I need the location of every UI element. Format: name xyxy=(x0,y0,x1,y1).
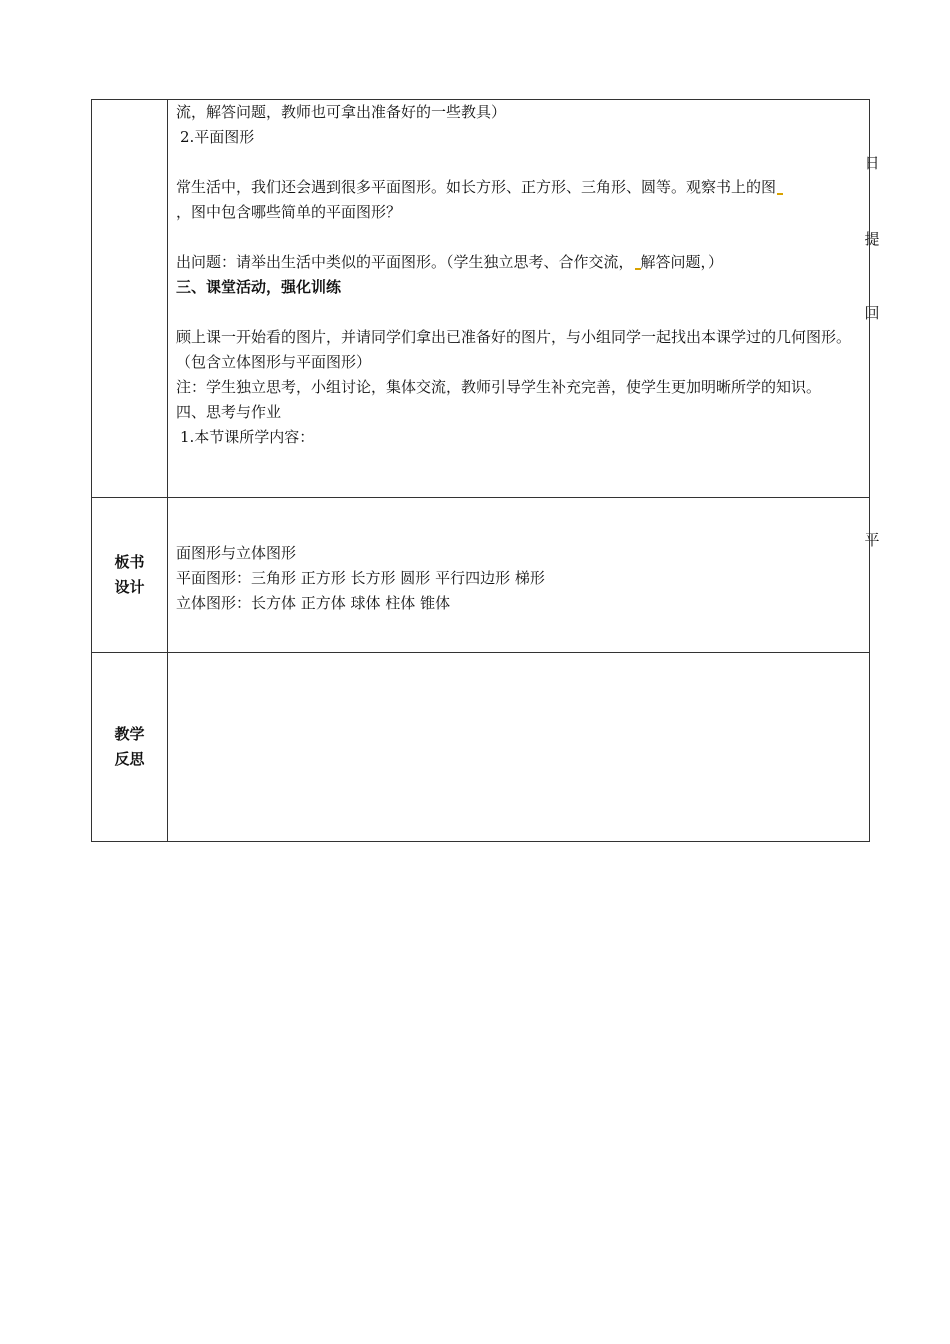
heading-class-activity: 三、课堂活动，强化训练 xyxy=(176,278,342,296)
ask-text-part1: 出问题：请举出生活中类似的平面图形。（学生独立思考、合作交流， xyxy=(176,253,634,271)
homework-item-1: 1.本节课所学内容： xyxy=(180,428,315,446)
process-line-ask xyxy=(176,250,861,275)
process-line-observe xyxy=(176,175,861,200)
observe-text: 常生活中，我们还会遇到很多平面图形。如长方形、正方形、三角形、圆等。观察书上的图 xyxy=(176,178,777,196)
margin-char-hui: 回 xyxy=(864,304,880,322)
board-design-content xyxy=(168,498,870,653)
process-row xyxy=(92,100,870,498)
process-line-review: 顾上课一开始看的图片，并请同学们拿出已准备好的图片，与小组同学一起找出本课学过的几何图形。（包含立体图形与平面图形） xyxy=(176,328,852,371)
board-line-solid: 立体图形：长方体 正方体 球体 柱体 锥体 xyxy=(176,593,451,612)
process-line-question: ，图中包含哪些简单的平面图形？ xyxy=(176,203,402,221)
margin-char-ping: 平 xyxy=(864,531,880,549)
margin-char-ri: 日 xyxy=(864,154,880,172)
reflection-label-line1: 教学 xyxy=(114,725,145,743)
subsection-plane-figures: 2.平面图形 xyxy=(180,128,255,146)
board-line-title: 面图形与立体图形 xyxy=(176,543,297,562)
process-content-cell xyxy=(168,100,870,498)
process-line-note: 注：学生独立思考，小组讨论，集体交流，教师引导学生补充完善，使学生更加明晰所学的知识。 xyxy=(176,378,822,396)
board-label-line2: 设计 xyxy=(114,578,145,596)
board-design-row xyxy=(92,498,870,653)
blank-line xyxy=(176,225,861,250)
margin-char-ti: 提 xyxy=(864,230,880,248)
edit-mark xyxy=(777,193,783,195)
reflection-label-line2: 反思 xyxy=(114,750,145,768)
process-label-cell xyxy=(92,100,168,498)
blank-line xyxy=(176,150,861,175)
heading-thinking-homework-text: 四、思考与作业 xyxy=(176,403,282,421)
heading-thinking-homework xyxy=(176,400,861,425)
reflection-content[interactable] xyxy=(168,653,870,842)
process-line-1: 流，解答问题，教师也可拿出准备好的一些教具） xyxy=(176,103,507,121)
reflection-row xyxy=(92,653,870,842)
board-design-label xyxy=(92,498,168,653)
board-label-line1: 板书 xyxy=(114,553,145,571)
board-line-plane: 平面图形：三角形 正方形 长方形 圆形 平行四边形 梯形 xyxy=(176,568,545,587)
blank-line xyxy=(176,300,861,325)
lesson-plan-table xyxy=(91,99,870,842)
reflection-label xyxy=(92,653,168,842)
ask-text-part2: 解答问题，） xyxy=(640,253,724,271)
